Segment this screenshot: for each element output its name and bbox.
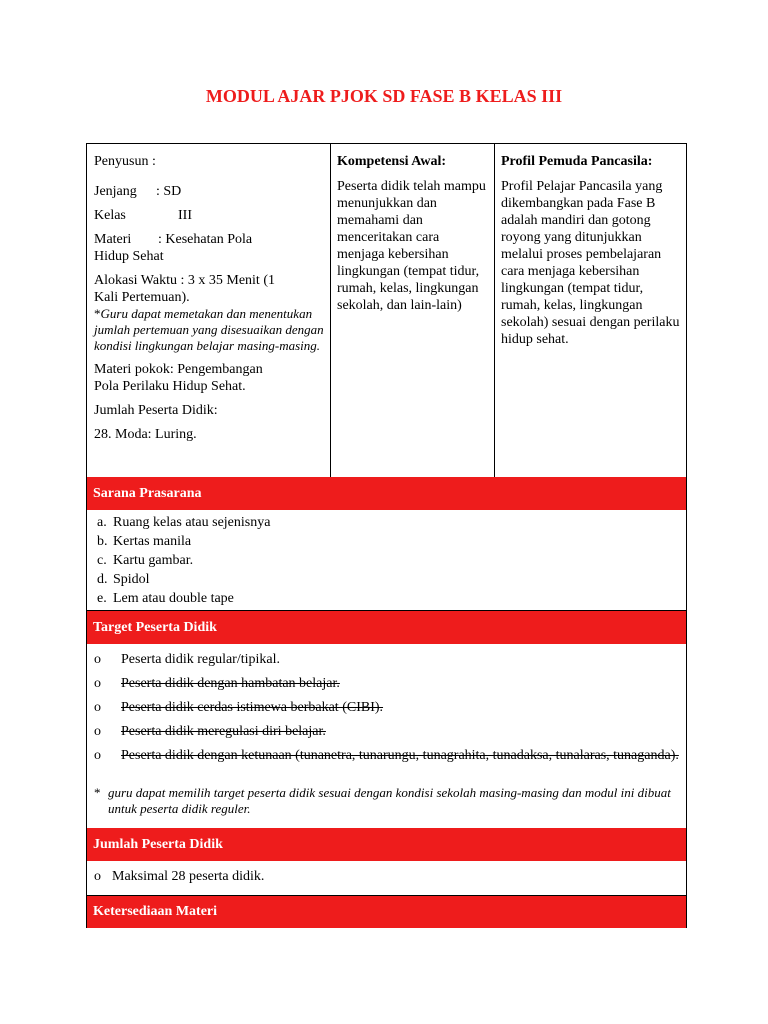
column-divider [494,144,495,477]
kompetensi-column [337,153,487,314]
bullet: o [94,724,101,739]
profil-column [501,153,684,348]
jumlah-header: Jumlah Peserta Didik [87,828,686,861]
list-marker: a. [97,515,107,530]
note-star: * [94,785,101,800]
kelas-label: Kelas [94,208,126,223]
list-text: Maksimal 28 peserta didik. [112,869,265,884]
list-text: Ruang kelas atau sejenisnya [113,515,271,530]
kompetensi-heading: Kompetensi Awal: [337,154,447,169]
list-text: Peserta didik cerdas istimewa berbakat (CIBI). [121,700,384,715]
ketersediaan-header: Ketersediaan Materi [87,896,686,928]
bullet: o [94,676,101,691]
module-table [86,143,687,928]
sarana-list [97,514,677,609]
list-item [97,552,677,571]
alokasi-note [94,306,326,354]
target-note [94,785,682,817]
jenjang-label: Jenjang [94,184,137,199]
penyusun-label: Penyusun : [94,154,156,169]
list-item [94,651,682,675]
kelas-row [94,207,326,224]
list-item [97,533,677,552]
materi-pokok-1: Materi pokok: Pengembangan [94,362,263,377]
materi-pokok-2: Pola Perilaku Hidup Sehat. [94,379,246,394]
bullet: o [94,700,101,715]
list-marker: c. [97,553,107,568]
materi-value: : Kesehatan Pola [158,232,253,247]
materi-label: Materi [94,232,132,247]
target-list [94,651,682,817]
moda: 28. Moda: Luring. [94,427,197,442]
note-star: * [94,306,101,321]
alokasi-line-1: Alokasi Waktu : 3 x 35 Menit (1 [94,273,275,288]
jenjang-row [94,183,326,200]
materi-value-cont: Hidup Sehat [94,249,164,264]
jumlah-peserta: Jumlah Peserta Didik: [94,403,218,418]
list-text: Peserta didik dengan hambatan belajar. [121,676,340,691]
note-text: Guru dapat memetakan dan menentukan jumlah pertemuan yang disesuaikan dengan kondisi lingkungan belajar masing-masing. [94,306,324,353]
list-item [94,747,682,785]
list-text: Kartu gambar. [113,553,194,568]
sarana-header: Sarana Prasarana [87,477,686,510]
profil-body: Profil Pelajar Pancasila yang dikembangkan pada Fase B adalah mandiri dan gotong royong yang ditunjukkan melalui proses pembelajaran cara menjaga kebersihan lingkungan (tempat tidur, rumah, kelas, lingkungan sekolah) sesuai dengan perilaku hidup sehat. [501,179,680,347]
alokasi-line-2: Kali Pertemuan). [94,290,190,305]
list-item [94,675,682,699]
list-marker: e. [97,591,107,606]
list-text: Peserta didik meregulasi diri belajar. [121,724,326,739]
bullet: o [94,869,101,884]
list-text: Peserta didik regular/tipikal. [121,652,281,667]
list-item [94,868,682,885]
list-item [94,723,682,747]
materi-row [94,231,326,248]
page-title: MODUL AJAR PJOK SD FASE B KELAS III [205,86,563,106]
identity-column [94,153,326,443]
list-marker: d. [97,572,108,587]
list-item [94,699,682,723]
list-text: Lem atau double tape [113,591,234,606]
jenjang-value: : SD [156,184,182,199]
kelas-value: III [178,208,192,223]
target-header: Target Peserta Didik [87,611,686,644]
bullet: o [94,748,101,763]
kompetensi-body: Peserta didik telah mampu menunjukkan dan memahami dan menceritakan cara menjaga kebersihan lingkungan (tempat tidur, rumah, kelas, lingkungan sekolah, dan lain-lain) [337,179,486,313]
jumlah-list [94,868,682,885]
list-text: Kertas manila [113,534,192,549]
list-text: Spidol [113,572,150,587]
note-text: guru dapat memilih target peserta didik sesuai dengan kondisi sekolah masing-masing dan modul ini dibuat untuk peserta didik reguler. [108,785,671,816]
bullet: o [94,652,101,667]
profil-heading: Profil Pemuda Pancasila: [501,154,653,169]
list-item [97,514,677,533]
column-divider [330,144,331,477]
list-item [97,571,677,590]
list-marker: b. [97,534,108,549]
list-item [97,590,677,609]
list-text: Peserta didik dengan ketunaan (tunanetra, tunarungu, tunagrahita, tunadaksa, tunalaras, tunaganda). [121,748,679,763]
